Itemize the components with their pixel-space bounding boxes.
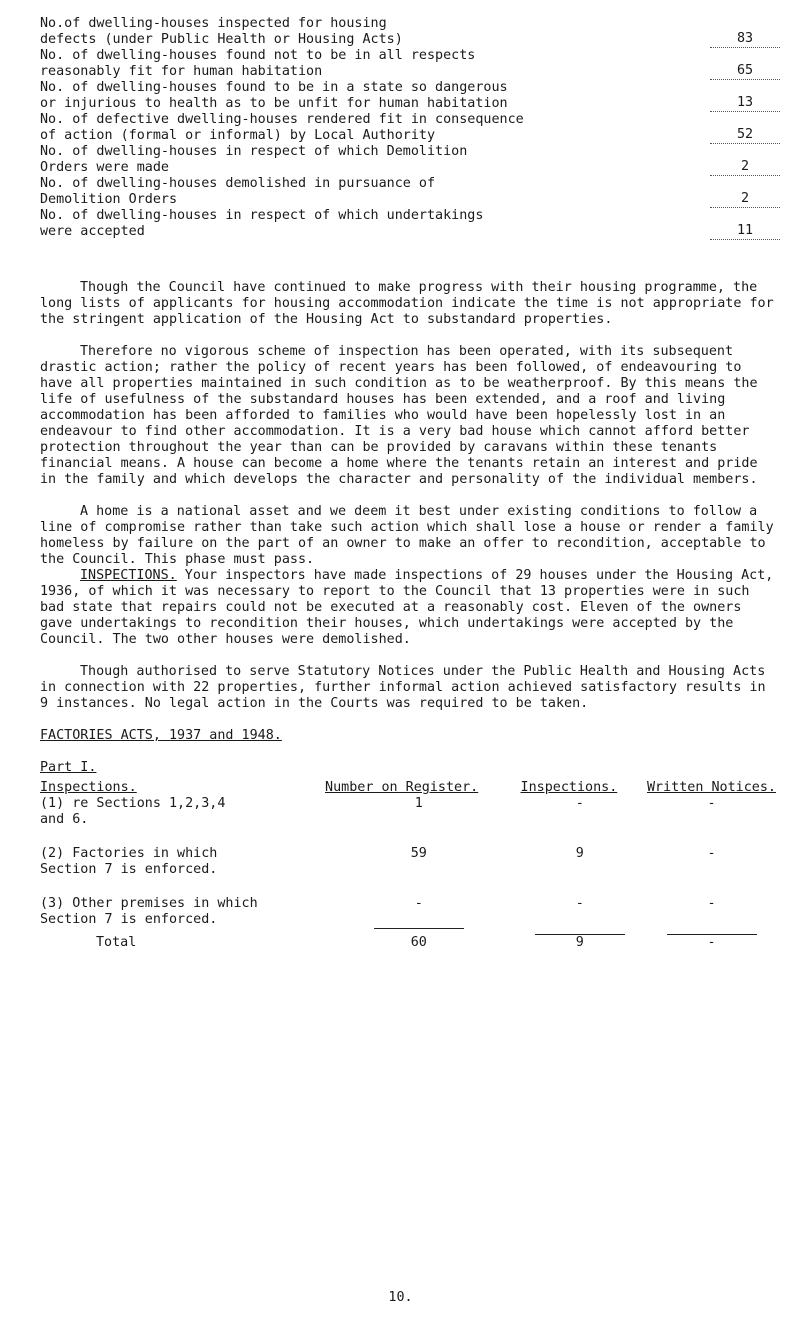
stat-label: No. of defective dwelling-houses rendered fit in consequence of action (formal or informal) by Local Authority [40, 112, 524, 143]
cell-register: - [414, 896, 423, 911]
total-rule-row [36, 928, 780, 935]
stat-label: No. of dwelling-houses demolished in pursuance of Demolition Orders [40, 176, 436, 207]
stat-value: 2 [710, 159, 780, 176]
stat-label: No. of dwelling-houses found to be in a state so dangerous or injurious to health as to be unfit for human habitation [40, 80, 508, 111]
total-row [36, 935, 780, 951]
cell-notices: - [707, 896, 716, 911]
table-row [36, 796, 780, 828]
stat-label: No. of dwelling-houses found not to be in all respects reasonably fit for human habitation [40, 48, 476, 79]
stat-value: 13 [710, 95, 780, 112]
factories-heading: FACTORIES ACTS, 1937 and 1948. [40, 728, 282, 743]
stat-value: 11 [710, 223, 780, 240]
table-header-row [36, 780, 780, 796]
column-header: Inspections. [40, 780, 137, 795]
cell-register: 59 [410, 846, 427, 861]
row-description: (3) Other premises in which Section 7 is enforced. [40, 896, 258, 927]
cell-inspections: 9 [575, 846, 584, 861]
total-label: Total [96, 935, 137, 950]
cell-notices: - [707, 796, 716, 811]
total-inspections: 9 [575, 935, 584, 950]
cell-inspections: - [575, 896, 584, 911]
inspections-text: Your inspectors have made inspections of 29 houses under the Housing Act, 1936, of which it was necessary to report to the Council that 13 properties were in such bad state that repairs could not be executed at a reasonably cost. Eleven of the owners gave undertakings to recondition their houses, which undertakings were accepted by the Council. The two other houses were demolished. [40, 568, 774, 647]
table-row [36, 896, 780, 928]
stat-row [40, 112, 780, 144]
stat-label: No. of dwelling-houses in respect of which Demolition Orders were made [40, 144, 468, 175]
cell-register: 1 [414, 796, 423, 811]
total-register: 60 [410, 935, 427, 950]
cell-inspections: - [575, 796, 584, 811]
stat-value: 2 [710, 191, 780, 208]
factories-table [36, 780, 780, 951]
row-description: (2) Factories in which Section 7 is enforced. [40, 846, 218, 877]
paragraph-housing-programme: Though the Council have continued to make progress with their housing programme, the long lists of applicants for housing accommodation indicate the time is not appropriate for the stringent application of the Housing Act to substandard properties. [40, 280, 774, 327]
housing-statistics [40, 16, 780, 240]
paragraph-policy: Therefore no vigorous scheme of inspection has been operated, with its subsequent drastic action; rather the policy of recent years has been followed, of endeavouring to have all properties maintained in such condition as to be weatherproof. By this means the life of usefulness of the substandard houses has been extended, and a roof and living accommodation has been afforded to families who would have been hopelessly lost in an endeavour to find other accommodation. It is a very bad house which cannot afford better protection throughout the year than can be provided by caravans within these tenants financial means. A house can become a home where the tenants retain an interest and pride in the family and which develops the character and personality of the individual members. [40, 344, 758, 487]
cell-notices: - [707, 846, 716, 861]
document-page [40, 16, 780, 951]
column-header: Inspections. [520, 780, 618, 795]
stat-row [40, 48, 780, 80]
table-row [36, 846, 780, 878]
stat-value: 83 [710, 31, 780, 48]
stat-value: 65 [710, 63, 780, 80]
total-rule [535, 928, 625, 935]
part-heading: Part I. [40, 760, 97, 775]
inspections-heading: INSPECTIONS. [80, 568, 177, 583]
total-rule [667, 928, 757, 935]
paragraph-statutory-notices: Though authorised to serve Statutory Notices under the Public Health and Housing Acts in connection with 22 properties, further informal action achieved satisfactory results in 9 instances. No legal action in the Courts was required to be taken. [40, 664, 766, 711]
total-rule [374, 928, 464, 929]
stat-label: No. of dwelling-houses in respect of which undertakings were accepted [40, 208, 484, 239]
total-notices: - [707, 935, 716, 950]
stat-row [40, 144, 780, 176]
stat-row [40, 80, 780, 112]
stat-row [40, 176, 780, 208]
stat-value: 52 [710, 127, 780, 144]
column-header: Number on Register. [325, 780, 479, 795]
page-number: 10. [388, 1290, 413, 1305]
stat-row [40, 208, 780, 240]
paragraph-inspections [40, 568, 780, 648]
paragraph-national-asset: A home is a national asset and we deem it best under existing conditions to follow a line of compromise rather than take such action which shall lose a house or render a family homeless by failure on the part of an owner to make an offer to recondition, acceptable to the Council. This phase must pass. [40, 504, 774, 567]
stat-row [40, 16, 780, 48]
row-description: (1) re Sections 1,2,3,4 and 6. [40, 796, 226, 827]
column-header: Written Notices. [647, 780, 776, 795]
stat-label: No.of dwelling-houses inspected for housing defects (under Public Health or Housing Acts) [40, 16, 403, 47]
